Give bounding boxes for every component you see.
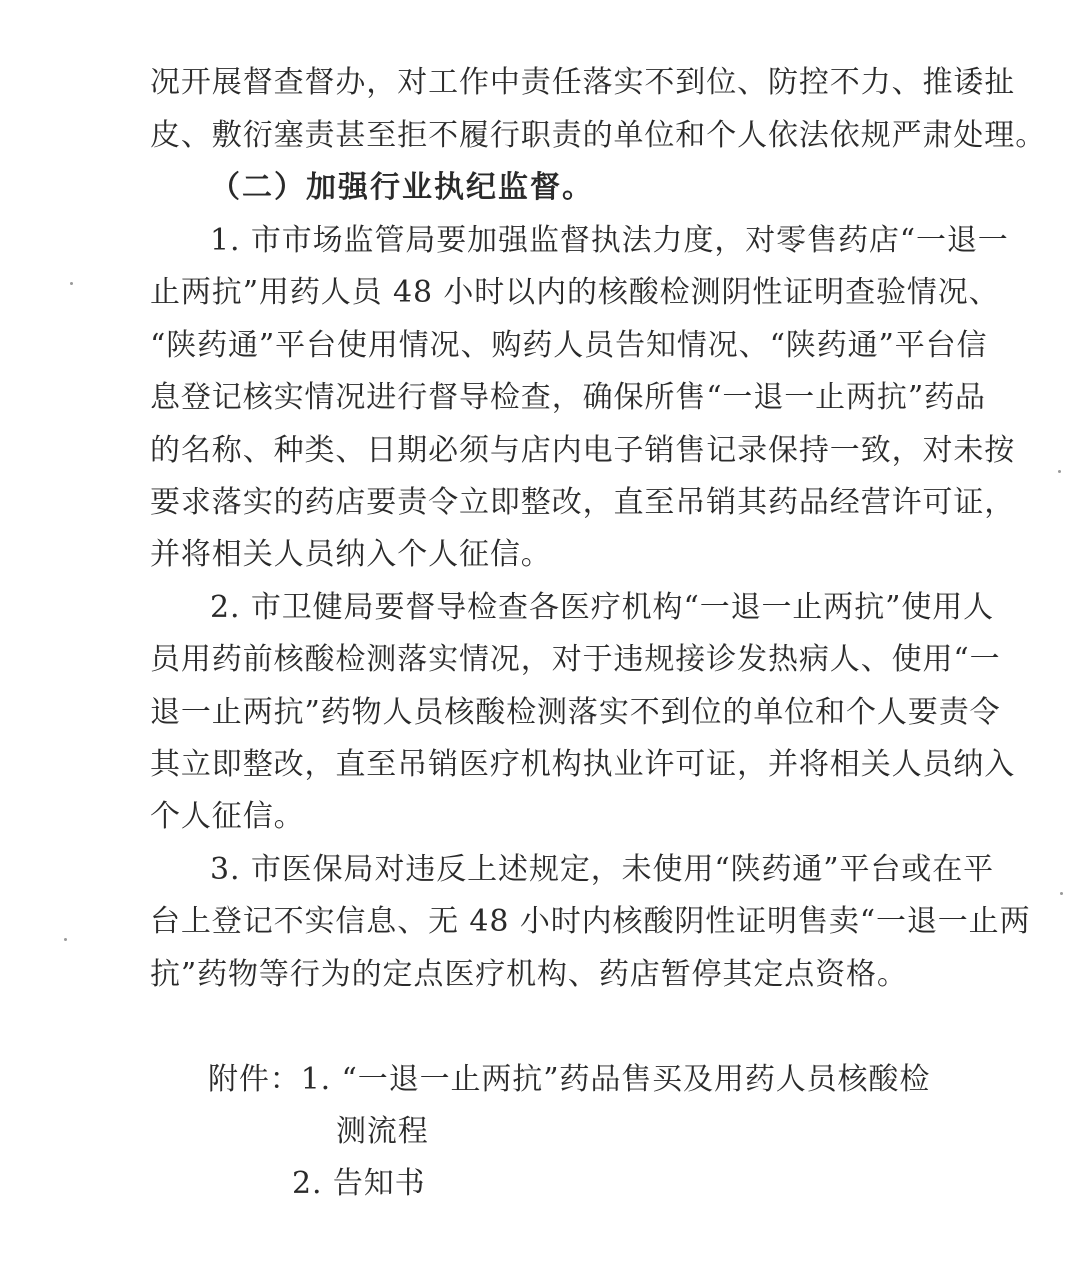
paragraph-line: 皮、敷衍塞责甚至拒不履行职责的单位和个人依法依规严肃处理。 [150, 118, 1047, 153]
paragraph-line: 3. 市医保局对违反上述规定，未使用“陕药通”平台或在平 [210, 852, 995, 887]
paragraph-line: 退一止两抗”药物人员核酸检测落实不到位的单位和个人要责令 [150, 695, 1001, 730]
scan-speck [1060, 892, 1063, 895]
paragraph-line: 止两抗”用药人员 48 小时以内的核酸检测阴性证明查验情况、 [150, 275, 1000, 310]
paragraph-line: 况开展督查督办，对工作中责任落实不到位、防控不力、推诿扯 [150, 65, 1016, 100]
scan-speck [1058, 470, 1061, 473]
paragraph-line: 员用药前核酸检测落实情况，对于违规接诊发热病人、使用“一 [150, 642, 1001, 677]
paragraph-line: 台上登记不实信息、无 48 小时内核酸阴性证明售卖“一退一止两 [150, 904, 1031, 939]
paragraph-line: 的名称、种类、日期必须与店内电子销售记录保持一致，对未按 [150, 433, 1016, 468]
paragraph-line: 息登记核实情况进行督导检查，确保所售“一退一止两抗”药品 [150, 380, 986, 415]
paragraph-line: 并将相关人员纳入个人征信。 [150, 537, 552, 572]
paragraph-line: 其立即整改，直至吊销医疗机构执业许可证，并将相关人员纳入 [150, 747, 1016, 782]
paragraph-line: 1. 市市场监管局要加强监督执法力度，对零售药店“一退一 [210, 223, 1009, 258]
attachment-item-1: 附件：1. “一退一止两抗”药品售买及用药人员核酸检 [208, 1062, 931, 1097]
attachment-item-2: 2. 告知书 [292, 1166, 426, 1201]
paragraph-line: 要求落实的药店要责令立即整改，直至吊销其药品经营许可证， [150, 485, 1016, 520]
paragraph-line: 2. 市卫健局要督导检查各医疗机构“一退一止两抗”使用人 [210, 590, 995, 625]
section-heading: （二）加强行业执纪监督。 [210, 170, 594, 205]
scan-speck [64, 938, 67, 941]
attachment-item-1-continued: 测流程 [336, 1114, 429, 1149]
paragraph-line: 抗”药物等行为的定点医疗机构、药店暂停其定点资格。 [150, 957, 908, 992]
scan-speck [70, 282, 73, 285]
paragraph-line: 个人征信。 [150, 799, 305, 834]
paragraph-line: “陕药通”平台使用情况、购药人员告知情况、“陕药通”平台信 [150, 328, 988, 363]
